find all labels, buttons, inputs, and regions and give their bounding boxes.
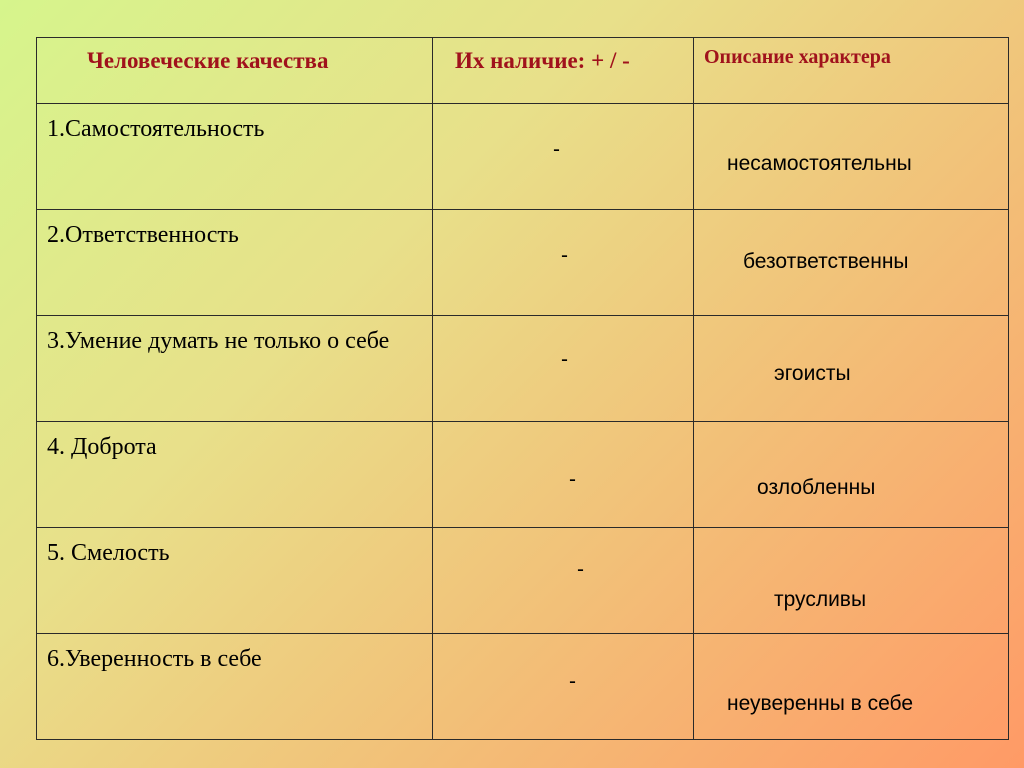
quality-text: 6.Уверенность в себе — [47, 646, 262, 672]
header-cell-qualities — [37, 38, 433, 104]
quality-cell — [37, 316, 433, 422]
quality-cell — [37, 528, 433, 634]
presence-cell — [433, 210, 694, 316]
header-qualities: Человеческие качества — [87, 48, 329, 73]
header-description: Описание характера — [704, 46, 891, 68]
description-cell — [694, 316, 1009, 422]
table-row — [37, 634, 1009, 740]
presence-mark: - — [553, 138, 560, 161]
presence-mark: - — [561, 244, 568, 267]
table-row — [37, 104, 1009, 210]
description-cell — [694, 210, 1009, 316]
quality-text: 3.Умение думать не только о себе — [47, 328, 390, 354]
description-cell — [694, 422, 1009, 528]
description-text: несамостоятельны — [727, 152, 912, 175]
description-cell — [694, 634, 1009, 740]
quality-cell — [37, 210, 433, 316]
quality-text: 1.Самостоятельность — [47, 116, 265, 142]
table-row — [37, 316, 1009, 422]
presence-cell — [433, 104, 694, 210]
table-header-row — [37, 38, 1009, 104]
quality-text: 2.Ответственность — [47, 222, 239, 248]
presence-mark: - — [569, 468, 576, 491]
table-row — [37, 528, 1009, 634]
description-text: безответственны — [743, 250, 909, 273]
header-cell-description — [694, 38, 1009, 104]
presence-cell — [433, 316, 694, 422]
description-text: неуверенны в себе — [727, 692, 914, 715]
quality-cell — [37, 634, 433, 740]
description-text: озлобленны — [757, 476, 876, 499]
quality-cell — [37, 422, 433, 528]
presence-mark: - — [569, 670, 576, 693]
description-cell — [694, 104, 1009, 210]
qualities-table — [36, 37, 1009, 740]
presence-mark: - — [561, 348, 568, 371]
description-text: эгоисты — [774, 362, 851, 385]
quality-text: 4. Доброта — [47, 434, 157, 460]
presence-cell — [433, 528, 694, 634]
quality-text: 5. Смелость — [47, 540, 170, 566]
presence-cell — [433, 422, 694, 528]
description-cell — [694, 528, 1009, 634]
table-row — [37, 422, 1009, 528]
table-row — [37, 210, 1009, 316]
quality-cell — [37, 104, 433, 210]
header-presence: Их наличие: + / - — [455, 48, 630, 73]
presence-cell — [433, 634, 694, 740]
header-cell-presence — [433, 38, 694, 104]
presence-mark: - — [577, 558, 584, 581]
description-text: трусливы — [774, 588, 867, 611]
